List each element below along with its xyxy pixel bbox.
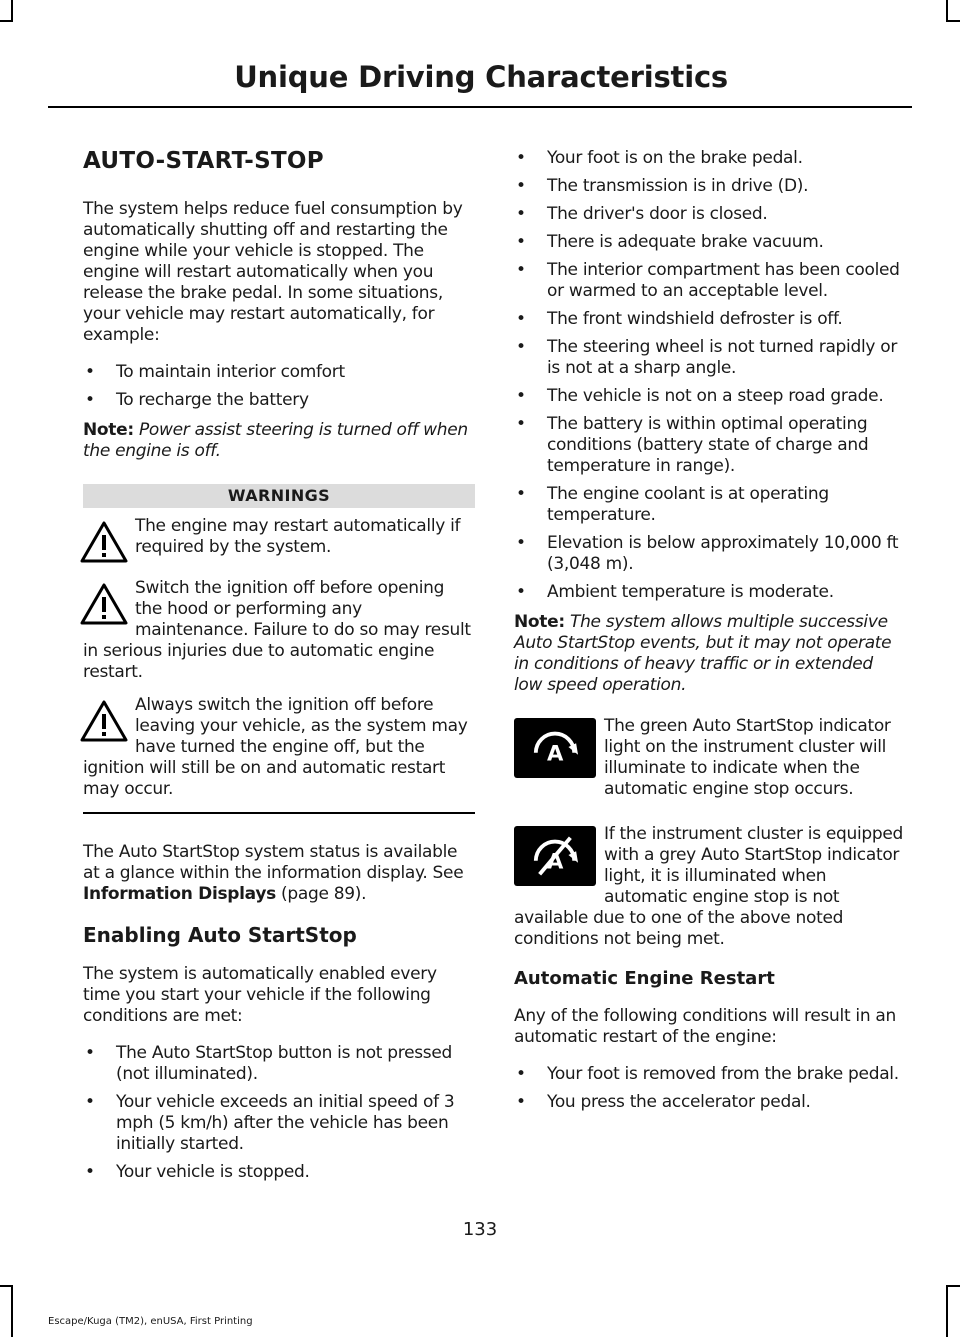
crop-mark [0, 20, 12, 22]
warning-item [83, 516, 475, 566]
list-item: • Your vehicle exceeds an initial speed of 3 mph (5 km/h) after the vehicle has been initially started. [83, 1092, 475, 1155]
crop-mark [946, 0, 948, 22]
restart-paragraph: Any of the following conditions will result in an automatic restart of the engine: [514, 1006, 897, 1047]
note-text: Power assist steering is turned off when the engine is off. [83, 420, 468, 461]
crop-mark [948, 20, 960, 22]
auto-start-stop-off-icon [514, 826, 596, 886]
warnings-end-rule [83, 812, 475, 814]
status-text: The Auto StartStop system status is available at a glance within the information display. See [83, 842, 464, 883]
list-item: • There is adequate brake vacuum. [514, 232, 906, 253]
list-item: • The transmission is in drive (D). [514, 176, 906, 197]
grey-indicator-text: If the instrument cluster is equipped with a grey Auto StartStop indicator light, it is illuminated when automatic engine stop is not available due to one of the above noted conditions not being met. [514, 824, 904, 949]
section-heading: AUTO-START-STOP [83, 148, 324, 174]
page-number: 133 [462, 1219, 498, 1240]
note-text: The system allows multiple successive Auto StartStop events, but it may not operate in conditions of heavy traffic or in extended low speed operation. [514, 612, 892, 695]
warning-text: Always switch the ignition off before leaving your vehicle, as the system may have turned the engine off, but the ignition will still be on and automatic restart may occur. [83, 695, 468, 799]
information-displays-link[interactable]: Information Displays [83, 884, 276, 904]
note-paragraph [83, 420, 475, 462]
note-paragraph [514, 612, 906, 696]
footer-text: Escape/Kuga (TM2), enUSA, First Printing [48, 1316, 253, 1327]
green-indicator-block [514, 716, 906, 800]
warning-item [83, 695, 475, 800]
auto-start-stop-icon [514, 718, 596, 778]
crop-mark [0, 1285, 12, 1287]
example-list [83, 362, 475, 411]
subheading-restart: Automatic Engine Restart [514, 968, 775, 989]
list-item: • The steering wheel is not turned rapidly or is not at a sharp angle. [514, 337, 906, 379]
grey-indicator-block [514, 824, 906, 950]
svg-text:A: A [546, 848, 564, 874]
list-item: • To recharge the battery [83, 390, 475, 411]
note-label: Note: [514, 612, 565, 632]
crop-mark [11, 1285, 13, 1337]
warnings-title: WARNINGS [83, 484, 475, 508]
list-item: • Ambient temperature is moderate. [514, 582, 906, 603]
warning-triangle-icon [79, 699, 129, 743]
list-item: • Your foot is removed from the brake pedal. [514, 1064, 906, 1085]
status-paragraph [83, 842, 475, 905]
list-item: • Elevation is below approximately 10,000 ft (3,048 m). [514, 533, 906, 575]
header-rule [48, 106, 912, 108]
list-item: • The front windshield defroster is off. [514, 309, 906, 330]
page-header-title: Unique Driving Characteristics [234, 60, 728, 94]
warning-text: Switch the ignition off before opening the hood or performing any maintenance. Failure to do so may result in serious injuries due to automatic engine restart. [83, 578, 471, 682]
left-column [83, 144, 475, 1190]
list-item: • The driver's door is closed. [514, 204, 906, 225]
warning-text: The engine may restart automatically if required by the system. [135, 516, 461, 557]
warning-triangle-icon [79, 582, 129, 626]
note-label: Note: [83, 420, 134, 440]
conditions-list [514, 148, 906, 603]
list-item: • The engine coolant is at operating temperature. [514, 484, 906, 526]
list-item: • Your vehicle is stopped. [83, 1162, 475, 1183]
list-item: • You press the accelerator pedal. [514, 1092, 906, 1113]
list-item: • The vehicle is not on a steep road grade. [514, 386, 906, 407]
svg-text:A: A [546, 740, 564, 766]
restart-list [514, 1064, 906, 1113]
green-indicator-text: The green Auto StartStop indicator light on the instrument cluster will illuminate to indicate when the automatic engine stop occurs. [604, 716, 891, 799]
list-item: • To maintain interior comfort [83, 362, 475, 383]
crop-mark [948, 1285, 960, 1287]
list-item: • The battery is within optimal operating conditions (battery state of charge and temperature in range). [514, 414, 906, 477]
list-item: • The Auto StartStop button is not pressed (not illuminated). [83, 1043, 475, 1085]
list-item: • The interior compartment has been cooled or warmed to an acceptable level. [514, 260, 906, 302]
list-item: • Your foot is on the brake pedal. [514, 148, 906, 169]
right-column [514, 148, 906, 1120]
enable-list [83, 1043, 475, 1183]
crop-mark [11, 0, 13, 22]
intro-paragraph: The system helps reduce fuel consumption by automatically shutting off and restarting the engine while your vehicle is stopped. The engine will restart automatically when you release the brake pedal. In some situations, your vehicle may restart automatically, for example: [83, 199, 463, 345]
warning-item [83, 578, 475, 683]
warning-triangle-icon [79, 520, 129, 564]
subheading-enabling: Enabling Auto StartStop [83, 923, 357, 947]
crop-mark [946, 1285, 948, 1337]
status-page-ref: (page 89). [275, 884, 367, 904]
enable-paragraph: The system is automatically enabled every time you start your vehicle if the following conditions are met: [83, 964, 437, 1026]
